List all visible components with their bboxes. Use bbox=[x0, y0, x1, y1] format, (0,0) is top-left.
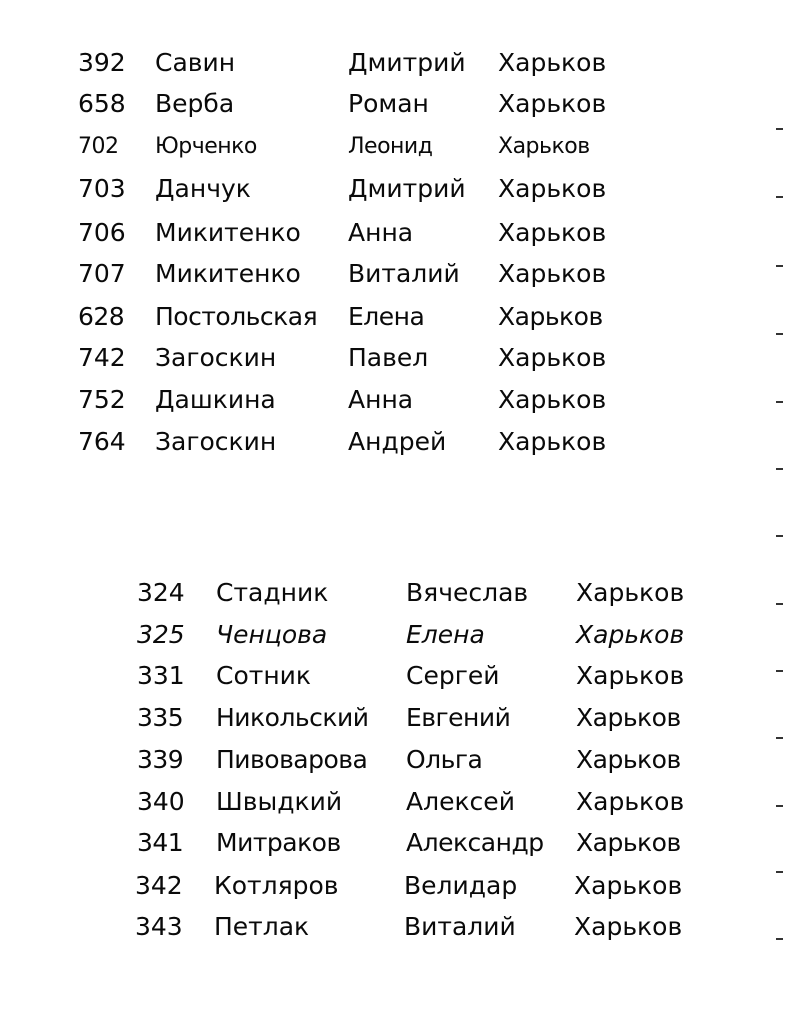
city-cell: Харьков bbox=[576, 703, 681, 732]
first-name-cell: Елена bbox=[348, 302, 425, 331]
scan-speck bbox=[776, 535, 783, 537]
scan-speck bbox=[776, 805, 783, 807]
table-row bbox=[0, 828, 700, 858]
table-row bbox=[0, 132, 640, 162]
id-cell: 702 bbox=[78, 134, 119, 159]
table-row bbox=[0, 703, 700, 733]
first-name-cell: Анна bbox=[348, 385, 414, 414]
id-cell: 339 bbox=[137, 745, 184, 774]
first-name-cell: Вячеслав bbox=[406, 578, 529, 607]
last-name-cell: Юрченко bbox=[155, 134, 257, 159]
table-row bbox=[0, 174, 640, 204]
id-cell: 707 bbox=[78, 259, 126, 288]
first-name-cell: Дмитрий bbox=[348, 174, 466, 203]
scan-speck bbox=[776, 603, 783, 605]
city-cell: Харьков bbox=[498, 259, 607, 288]
last-name-cell: Загоскин bbox=[155, 343, 277, 372]
table-row bbox=[0, 912, 698, 942]
first-name-cell: Ольга bbox=[406, 745, 483, 774]
first-name-cell: Роман bbox=[348, 89, 429, 118]
city-cell: Харьков bbox=[498, 48, 607, 77]
table-row bbox=[0, 787, 700, 817]
id-cell: 742 bbox=[78, 343, 126, 372]
id-cell: 706 bbox=[78, 218, 126, 247]
scan-speck bbox=[776, 737, 783, 739]
table-row bbox=[0, 259, 640, 289]
last-name-cell: Верба bbox=[155, 89, 235, 118]
last-name-cell: Данчук bbox=[155, 174, 251, 203]
scan-speck bbox=[776, 871, 783, 873]
id-cell: 324 bbox=[137, 578, 185, 607]
id-cell: 628 bbox=[78, 302, 125, 331]
scan-speck bbox=[776, 670, 783, 672]
first-name-cell: Леонид bbox=[348, 134, 433, 159]
table-row bbox=[0, 871, 698, 901]
table-row bbox=[0, 620, 700, 650]
city-cell: Харьков bbox=[498, 174, 607, 203]
last-name-cell: Никольский bbox=[216, 703, 369, 732]
first-name-cell: Виталий bbox=[348, 259, 460, 288]
scan-speck bbox=[776, 468, 783, 470]
id-cell: 335 bbox=[137, 703, 184, 732]
last-name-cell: Микитенко bbox=[155, 259, 301, 288]
last-name-cell: Сотник bbox=[216, 661, 312, 690]
city-cell: Харьков bbox=[498, 427, 607, 456]
table-row bbox=[0, 89, 640, 119]
last-name-cell: Котляров bbox=[214, 871, 339, 900]
city-cell: Харьков bbox=[574, 912, 683, 941]
last-name-cell: Савин bbox=[155, 48, 236, 77]
last-name-cell: Микитенко bbox=[155, 218, 301, 247]
scan-speck bbox=[776, 265, 783, 267]
first-name-cell: Сергей bbox=[406, 661, 500, 690]
table-row bbox=[0, 745, 700, 775]
id-cell: 752 bbox=[78, 385, 126, 414]
city-cell: Харьков bbox=[576, 620, 685, 649]
id-cell: 343 bbox=[135, 912, 183, 941]
city-cell: Харьков bbox=[498, 134, 590, 159]
table-row bbox=[0, 302, 640, 332]
table-row bbox=[0, 661, 700, 691]
id-cell: 764 bbox=[78, 427, 126, 456]
last-name-cell: Митраков bbox=[216, 828, 341, 857]
first-name-cell: Александр bbox=[406, 828, 544, 857]
first-name-cell: Андрей bbox=[348, 427, 447, 456]
scan-speck bbox=[776, 128, 783, 130]
city-cell: Харьков bbox=[576, 578, 685, 607]
id-cell: 341 bbox=[137, 828, 184, 857]
id-cell: 325 bbox=[137, 620, 185, 649]
first-name-cell: Елена bbox=[406, 620, 485, 649]
last-name-cell: Постольская bbox=[155, 302, 318, 331]
id-cell: 658 bbox=[78, 89, 126, 118]
city-cell: Харьков bbox=[576, 787, 685, 816]
city-cell: Харьков bbox=[498, 218, 607, 247]
city-cell: Харьков bbox=[498, 343, 607, 372]
table-row bbox=[0, 343, 640, 373]
city-cell: Харьков bbox=[498, 89, 607, 118]
city-cell: Харьков bbox=[576, 745, 681, 774]
table-row bbox=[0, 427, 640, 457]
city-cell: Харьков bbox=[576, 828, 681, 857]
scan-speck bbox=[776, 333, 783, 335]
first-name-cell: Виталий bbox=[404, 912, 516, 941]
last-name-cell: Дашкина bbox=[155, 385, 276, 414]
table-row bbox=[0, 218, 640, 248]
table-row bbox=[0, 578, 700, 608]
table-row bbox=[0, 48, 640, 78]
last-name-cell: Стадник bbox=[216, 578, 329, 607]
city-cell: Харьков bbox=[498, 385, 607, 414]
first-name-cell: Евгений bbox=[406, 703, 511, 732]
id-cell: 342 bbox=[135, 871, 183, 900]
id-cell: 340 bbox=[137, 787, 185, 816]
first-name-cell: Алексей bbox=[406, 787, 515, 816]
table-row bbox=[0, 385, 640, 415]
city-cell: Харьков bbox=[498, 302, 603, 331]
id-cell: 392 bbox=[78, 48, 126, 77]
last-name-cell: Петлак bbox=[214, 912, 310, 941]
last-name-cell: Швыдкий bbox=[216, 787, 343, 816]
first-name-cell: Анна bbox=[348, 218, 414, 247]
id-cell: 703 bbox=[78, 174, 126, 203]
scan-speck bbox=[776, 196, 783, 198]
scan-speck bbox=[776, 401, 783, 403]
city-cell: Харьков bbox=[576, 661, 685, 690]
last-name-cell: Пивоварова bbox=[216, 745, 368, 774]
last-name-cell: Загоскин bbox=[155, 427, 277, 456]
first-name-cell: Дмитрий bbox=[348, 48, 466, 77]
last-name-cell: Ченцова bbox=[216, 620, 328, 649]
city-cell: Харьков bbox=[574, 871, 683, 900]
scan-speck bbox=[776, 938, 783, 940]
first-name-cell: Павел bbox=[348, 343, 429, 372]
first-name-cell: Велидар bbox=[404, 871, 518, 900]
id-cell: 331 bbox=[137, 661, 185, 690]
